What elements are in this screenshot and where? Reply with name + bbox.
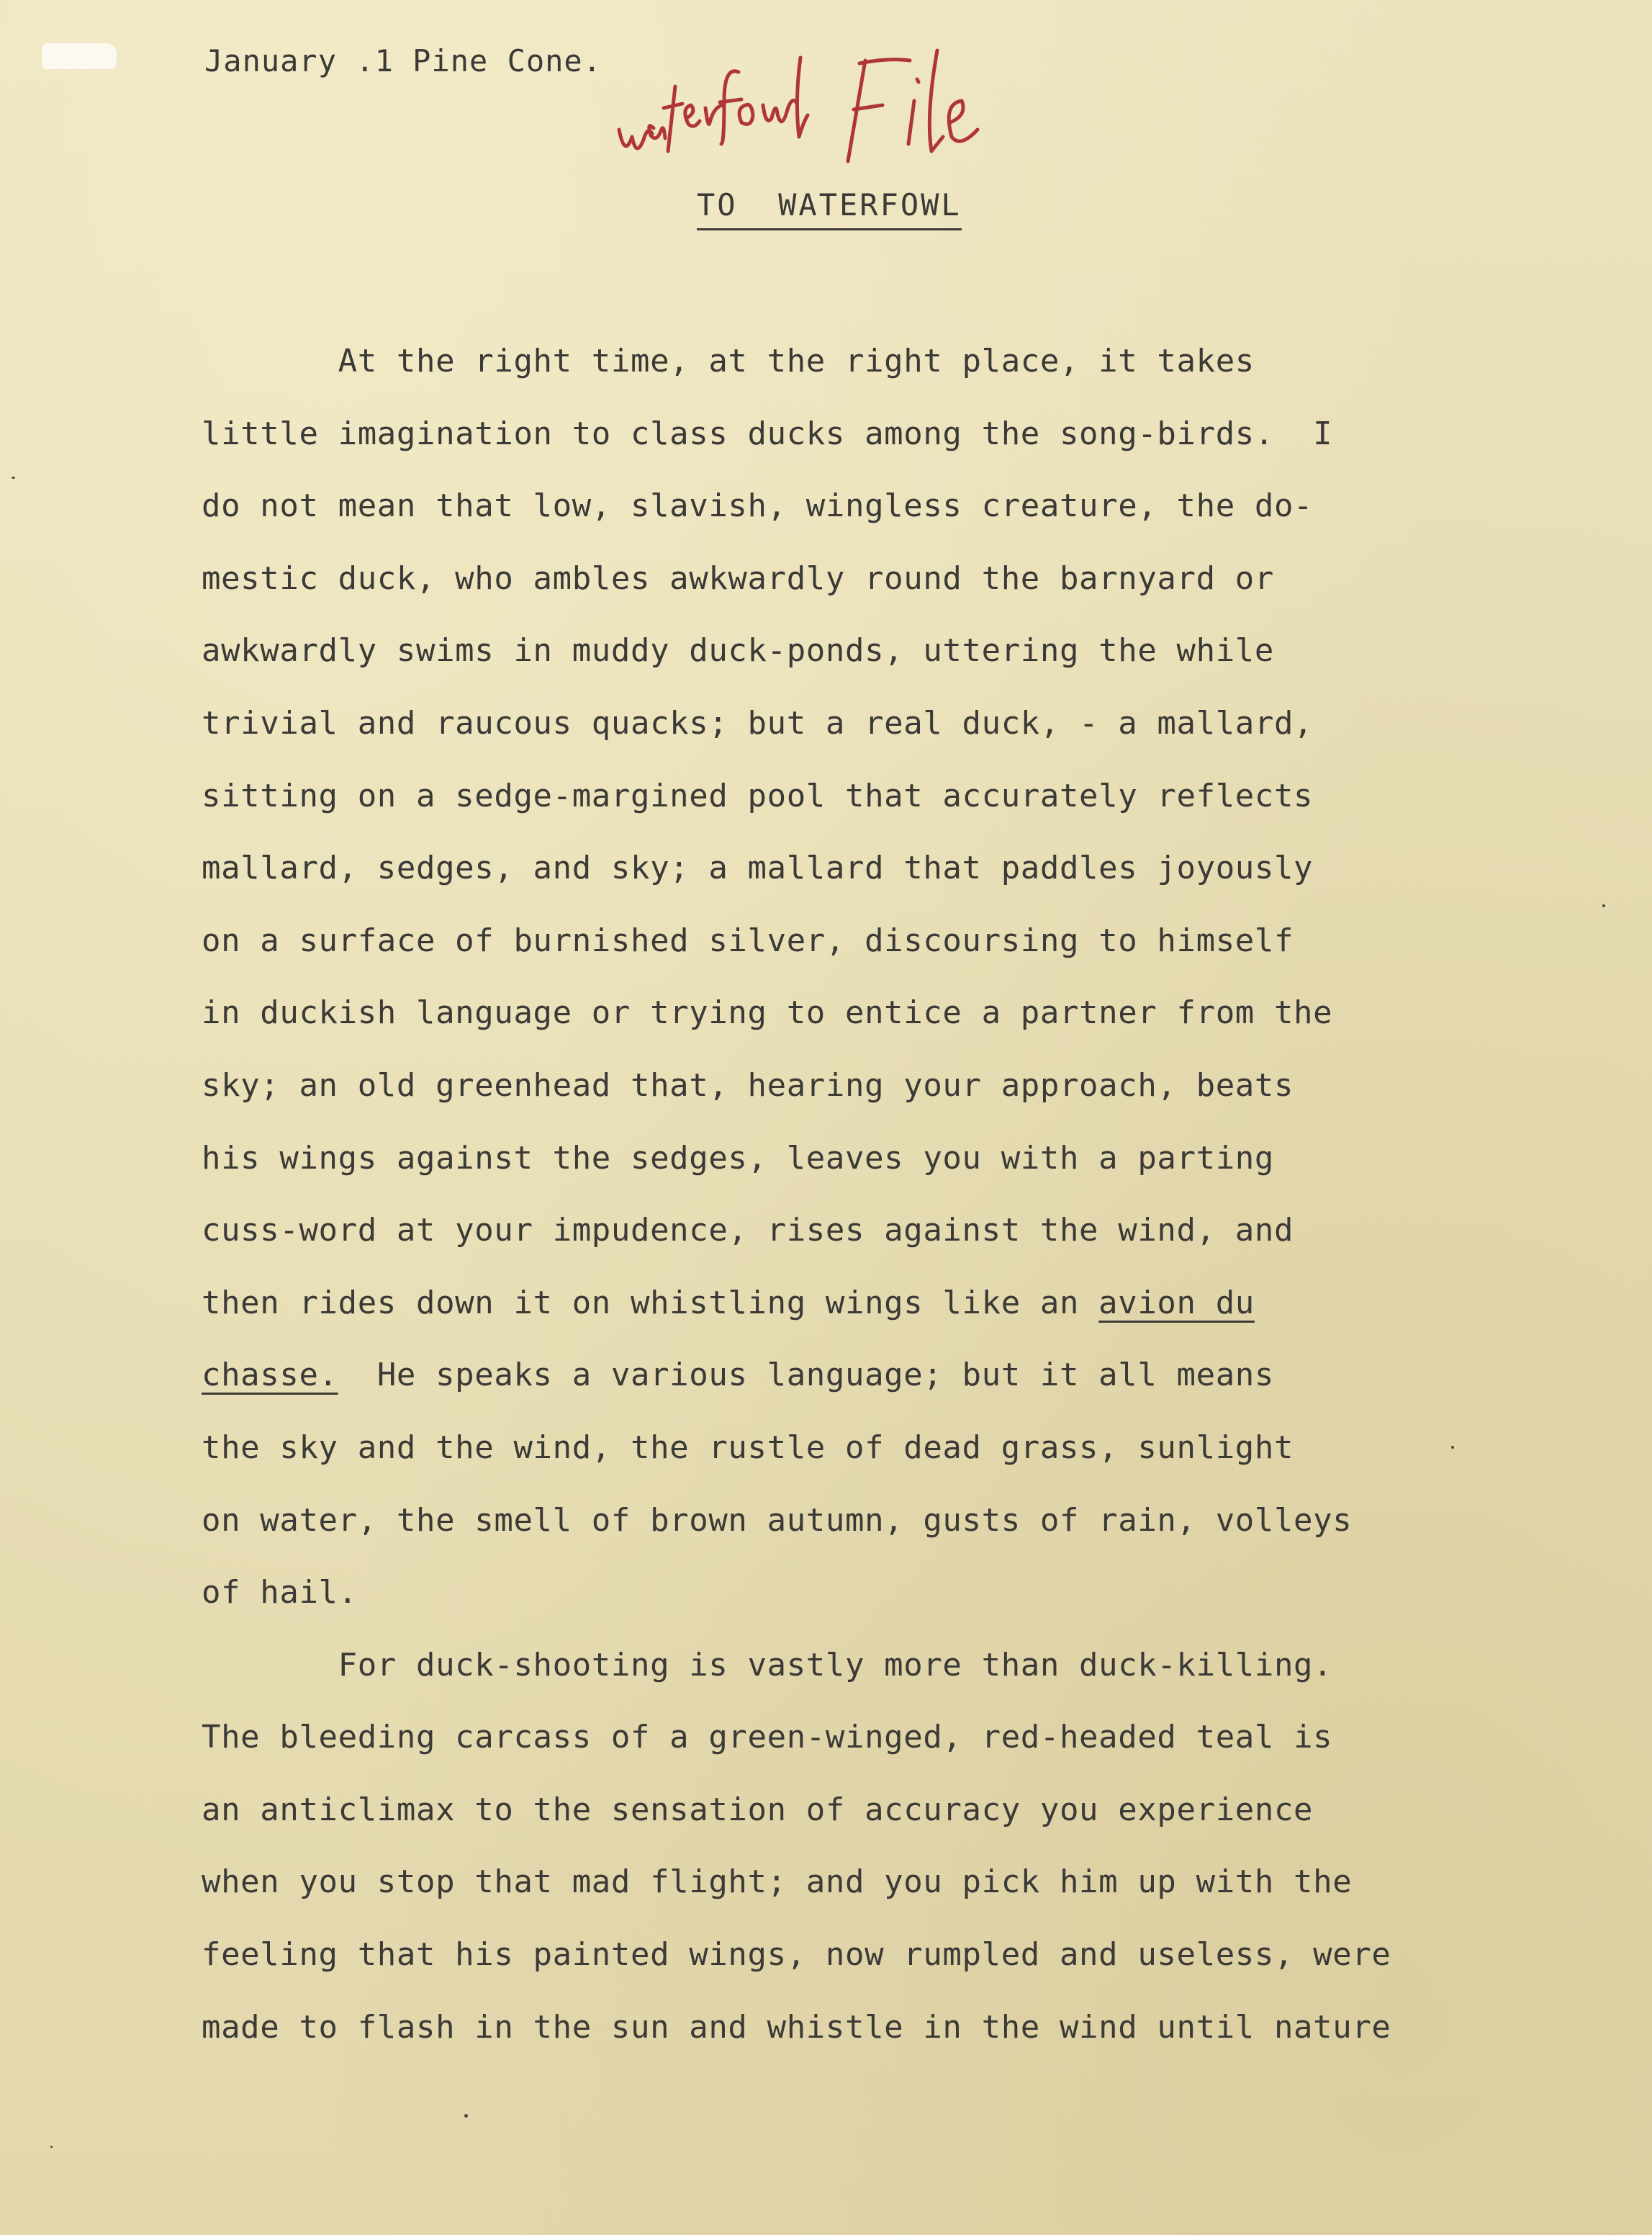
body-line: sky; an old greenhead that, hearing your approach, beats [202, 1066, 1294, 1104]
body-line: The bleeding carcass of a green-winged, red-headed teal is [202, 1719, 1333, 1756]
document-body [202, 325, 1533, 2064]
paper-speck [464, 2114, 468, 2118]
paper-speck [50, 2146, 53, 2148]
handwritten-note [612, 43, 1065, 180]
paper-speck [1602, 904, 1605, 907]
body-line: his wings against the sedges, leaves you with a parting [202, 1139, 1274, 1177]
body-line: At the right time, at the right place, it takes [202, 343, 1255, 379]
body-line: trivial and raucous quacks; but a real duck, - a mallard, [202, 704, 1314, 742]
body-text: He speaks a various language; but it all means [338, 1357, 1274, 1394]
body-line: cuss-word at your impudence, rises against the wind, and [202, 1212, 1294, 1249]
body-line: do not mean that low, slavish, wingless creature, the do- [202, 487, 1314, 525]
dateline: January .1 Pine Cone. [204, 43, 602, 78]
body-line: an anticlimax to the sensation of accuracy you experience [202, 1791, 1314, 1828]
body-line: the sky and the wind, the rustle of dead grass, sunlight [202, 1429, 1294, 1466]
body-line: made to flash in the sun and whistle in the wind until nature [202, 2008, 1391, 2046]
body-line-avion [202, 1267, 1533, 1340]
body-line: sitting on a sedge-margined pool that accurately reflects [202, 777, 1314, 814]
tape-mark [42, 43, 117, 69]
paper-speck [12, 477, 15, 479]
body-line-chasse [202, 1339, 1533, 1412]
body-text: then rides down it on whistling wings like an [202, 1284, 1099, 1321]
body-line: of hail. [202, 1574, 358, 1611]
body-line: mallard, sedges, and sky; a mallard that paddles joyously [202, 850, 1314, 887]
body-line: For duck-shooting is vastly more than duck-killing. [202, 1646, 1333, 1683]
document-title: TO WATERFOWL [697, 187, 962, 230]
body-line: on water, the smell of brown autumn, gusts of rain, volleys [202, 1501, 1353, 1539]
body-line: little imagination to class ducks among the song-birds. I [202, 415, 1333, 452]
body-line: feeling that his painted wings, now rumpled and useless, were [202, 1936, 1391, 1974]
emphasis-chasse: chasse. [202, 1357, 338, 1394]
body-line: in duckish language or trying to entice a partner from the [202, 994, 1333, 1032]
body-line: when you stop that mad flight; and you pick him up with the [202, 1863, 1353, 1901]
emphasis-avion-du: avion du [1098, 1284, 1255, 1321]
body-line: awkwardly swims in muddy duck-ponds, uttering the while [202, 632, 1274, 670]
body-line: on a surface of burnished silver, discoursing to himself [202, 922, 1294, 959]
paper-speck [1451, 1446, 1454, 1449]
body-line: mestic duck, who ambles awkwardly round the barnyard or [202, 559, 1274, 597]
